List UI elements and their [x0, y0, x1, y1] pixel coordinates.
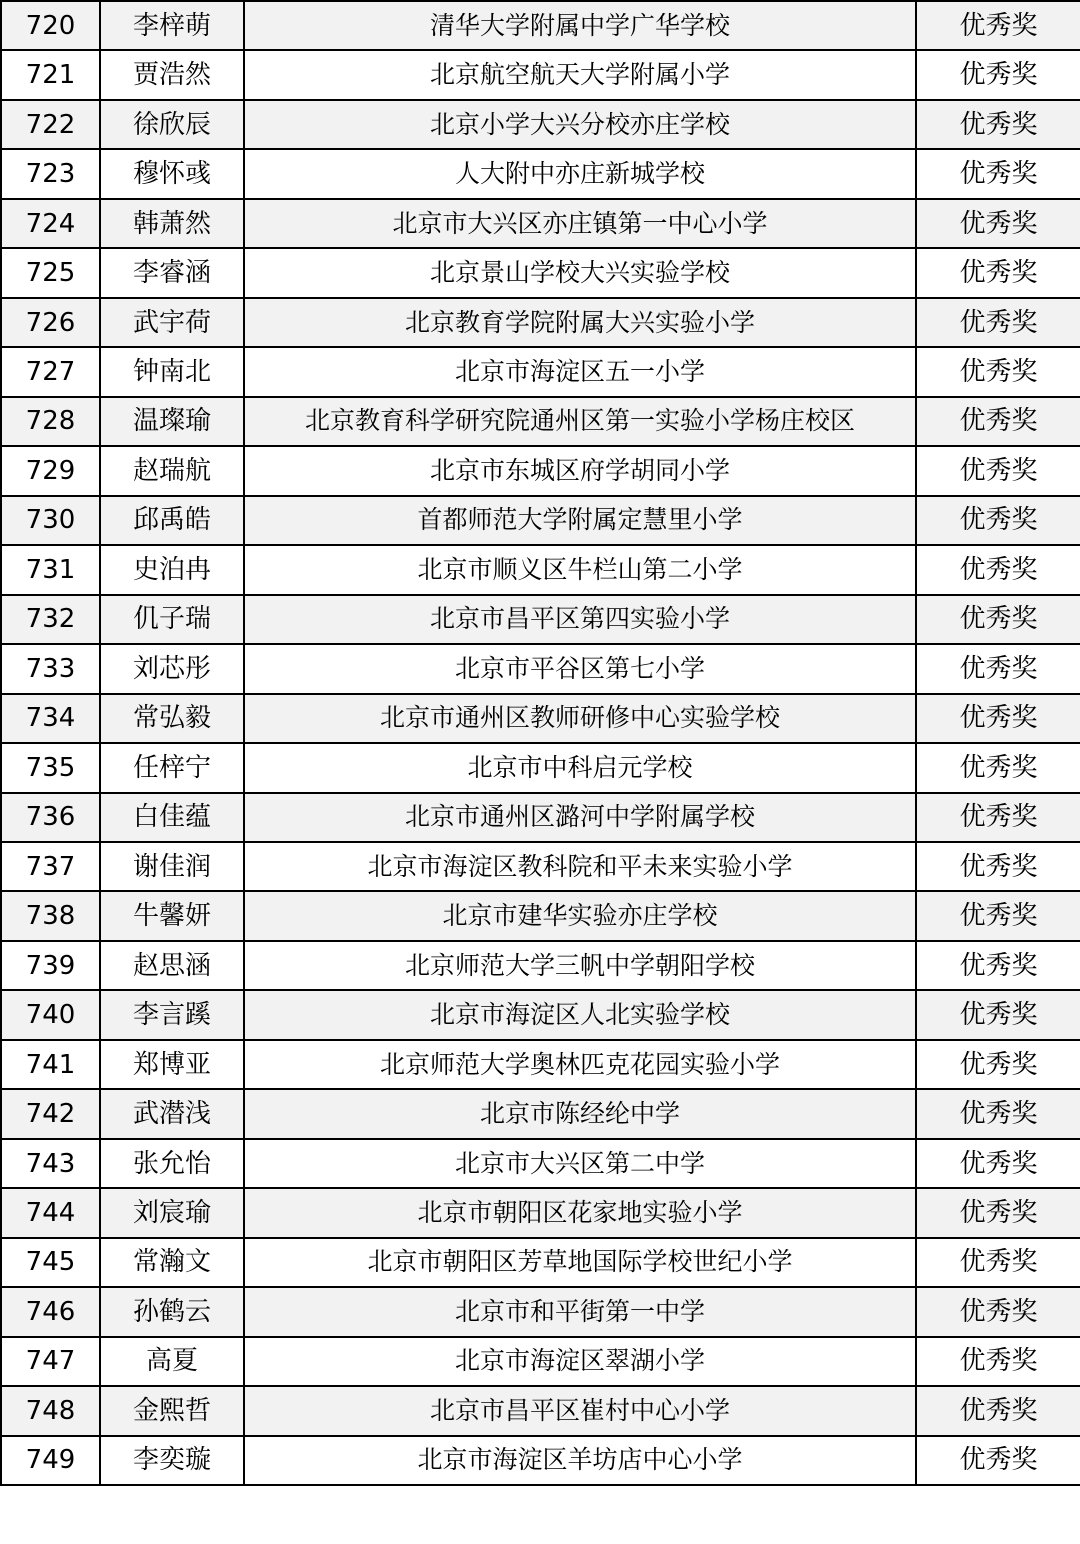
cell-award: 优秀奖: [916, 1089, 1080, 1138]
table-row: [1, 1287, 1080, 1336]
cell-award: 优秀奖: [916, 1436, 1080, 1485]
cell-award: 优秀奖: [916, 50, 1080, 99]
cell-number: 726: [1, 298, 100, 347]
table-row: [1, 694, 1080, 743]
cell-award: 优秀奖: [916, 100, 1080, 149]
award-list-body: [1, 1, 1080, 1485]
cell-number: 725: [1, 248, 100, 297]
cell-student-name: 李睿涵: [100, 248, 244, 297]
cell-school: 北京市顺义区牛栏山第二小学: [244, 545, 916, 594]
cell-award: 优秀奖: [916, 1287, 1080, 1336]
cell-student-name: 孙鹤云: [100, 1287, 244, 1336]
cell-number: 749: [1, 1436, 100, 1485]
cell-award: 优秀奖: [916, 397, 1080, 446]
cell-student-name: 穆怀彧: [100, 149, 244, 198]
cell-student-name: 李奕璇: [100, 1436, 244, 1485]
cell-number: 729: [1, 446, 100, 495]
cell-number: 733: [1, 644, 100, 693]
cell-award: 优秀奖: [916, 842, 1080, 891]
cell-student-name: 刘芯彤: [100, 644, 244, 693]
cell-school: 北京市中科启元学校: [244, 743, 916, 792]
cell-school: 北京市海淀区人北实验学校: [244, 990, 916, 1039]
cell-student-name: 徐欣辰: [100, 100, 244, 149]
cell-award: 优秀奖: [916, 1040, 1080, 1089]
table-row: [1, 1040, 1080, 1089]
cell-number: 740: [1, 990, 100, 1039]
cell-award: 优秀奖: [916, 990, 1080, 1039]
table-row: [1, 397, 1080, 446]
cell-school: 北京市大兴区亦庄镇第一中心小学: [244, 199, 916, 248]
cell-award: 优秀奖: [916, 743, 1080, 792]
cell-school: 北京师范大学奥林匹克花园实验小学: [244, 1040, 916, 1089]
cell-award: 优秀奖: [916, 891, 1080, 940]
cell-school: 北京市海淀区教科院和平未来实验小学: [244, 842, 916, 891]
cell-number: 746: [1, 1287, 100, 1336]
cell-student-name: 牛馨妍: [100, 891, 244, 940]
cell-student-name: 邱禹皓: [100, 496, 244, 545]
table-row: [1, 743, 1080, 792]
table-row: [1, 100, 1080, 149]
cell-award: 优秀奖: [916, 1238, 1080, 1287]
cell-award: 优秀奖: [916, 149, 1080, 198]
cell-student-name: 韩萧然: [100, 199, 244, 248]
cell-number: 720: [1, 1, 100, 50]
cell-student-name: 任梓宁: [100, 743, 244, 792]
cell-school: 北京市通州区潞河中学附属学校: [244, 793, 916, 842]
table-row: [1, 793, 1080, 842]
cell-number: 724: [1, 199, 100, 248]
table-row: [1, 50, 1080, 99]
table-row: [1, 891, 1080, 940]
cell-number: 728: [1, 397, 100, 446]
cell-school: 北京市朝阳区芳草地国际学校世纪小学: [244, 1238, 916, 1287]
table-row: [1, 1188, 1080, 1237]
cell-student-name: 李梓萌: [100, 1, 244, 50]
cell-number: 745: [1, 1238, 100, 1287]
cell-school: 北京小学大兴分校亦庄学校: [244, 100, 916, 149]
cell-number: 723: [1, 149, 100, 198]
cell-school: 北京航空航天大学附属小学: [244, 50, 916, 99]
cell-student-name: 赵思涵: [100, 941, 244, 990]
cell-student-name: 常弘毅: [100, 694, 244, 743]
cell-award: 优秀奖: [916, 1139, 1080, 1188]
cell-award: 优秀奖: [916, 496, 1080, 545]
cell-award: 优秀奖: [916, 1188, 1080, 1237]
cell-number: 743: [1, 1139, 100, 1188]
cell-number: 735: [1, 743, 100, 792]
cell-number: 721: [1, 50, 100, 99]
cell-award: 优秀奖: [916, 298, 1080, 347]
table-row: [1, 446, 1080, 495]
cell-student-name: 张允怡: [100, 1139, 244, 1188]
cell-number: 741: [1, 1040, 100, 1089]
table-row: [1, 1337, 1080, 1386]
cell-school: 北京市建华实验亦庄学校: [244, 891, 916, 940]
cell-school: 北京教育科学研究院通州区第一实验小学杨庄校区: [244, 397, 916, 446]
cell-school: 清华大学附属中学广华学校: [244, 1, 916, 50]
cell-student-name: 仉子瑞: [100, 595, 244, 644]
cell-school: 北京市海淀区五一小学: [244, 347, 916, 396]
cell-number: 738: [1, 891, 100, 940]
cell-school: 北京景山学校大兴实验学校: [244, 248, 916, 297]
cell-school: 北京市昌平区第四实验小学: [244, 595, 916, 644]
table-row: [1, 1, 1080, 50]
cell-student-name: 刘宸瑜: [100, 1188, 244, 1237]
cell-school: 北京教育学院附属大兴实验小学: [244, 298, 916, 347]
table-row: [1, 347, 1080, 396]
table-row: [1, 199, 1080, 248]
cell-school: 北京市东城区府学胡同小学: [244, 446, 916, 495]
cell-student-name: 武宇荷: [100, 298, 244, 347]
cell-student-name: 武潜浅: [100, 1089, 244, 1138]
cell-number: 747: [1, 1337, 100, 1386]
cell-award: 优秀奖: [916, 595, 1080, 644]
cell-school: 北京市通州区教师研修中心实验学校: [244, 694, 916, 743]
cell-award: 优秀奖: [916, 793, 1080, 842]
cell-number: 739: [1, 941, 100, 990]
table-row: [1, 545, 1080, 594]
table-row: [1, 298, 1080, 347]
cell-school: 北京师范大学三帆中学朝阳学校: [244, 941, 916, 990]
cell-number: 732: [1, 595, 100, 644]
cell-number: 727: [1, 347, 100, 396]
cell-award: 优秀奖: [916, 1, 1080, 50]
table-row: [1, 1386, 1080, 1435]
cell-school: 北京市朝阳区花家地实验小学: [244, 1188, 916, 1237]
cell-award: 优秀奖: [916, 248, 1080, 297]
cell-student-name: 常瀚文: [100, 1238, 244, 1287]
cell-school: 北京市海淀区羊坊店中心小学: [244, 1436, 916, 1485]
cell-school: 北京市海淀区翠湖小学: [244, 1337, 916, 1386]
cell-number: 742: [1, 1089, 100, 1138]
cell-school: 北京市昌平区崔村中心小学: [244, 1386, 916, 1435]
cell-student-name: 金熙哲: [100, 1386, 244, 1435]
cell-school: 北京市陈经纶中学: [244, 1089, 916, 1138]
cell-student-name: 钟南北: [100, 347, 244, 396]
table-row: [1, 149, 1080, 198]
cell-student-name: 高夏: [100, 1337, 244, 1386]
table-row: [1, 496, 1080, 545]
cell-award: 优秀奖: [916, 1386, 1080, 1435]
cell-award: 优秀奖: [916, 347, 1080, 396]
table-row: [1, 644, 1080, 693]
cell-school: 北京市和平街第一中学: [244, 1287, 916, 1336]
table-row: [1, 941, 1080, 990]
cell-school: 北京市大兴区第二中学: [244, 1139, 916, 1188]
table-row: [1, 595, 1080, 644]
cell-award: 优秀奖: [916, 545, 1080, 594]
cell-award: 优秀奖: [916, 941, 1080, 990]
cell-student-name: 谢佳润: [100, 842, 244, 891]
table-row: [1, 1436, 1080, 1485]
cell-number: 744: [1, 1188, 100, 1237]
cell-award: 优秀奖: [916, 199, 1080, 248]
cell-award: 优秀奖: [916, 644, 1080, 693]
cell-number: 731: [1, 545, 100, 594]
cell-award: 优秀奖: [916, 1337, 1080, 1386]
cell-award: 优秀奖: [916, 446, 1080, 495]
cell-student-name: 白佳蕴: [100, 793, 244, 842]
cell-number: 734: [1, 694, 100, 743]
cell-school: 人大附中亦庄新城学校: [244, 149, 916, 198]
cell-number: 748: [1, 1386, 100, 1435]
cell-school: 首都师范大学附属定慧里小学: [244, 496, 916, 545]
cell-student-name: 贾浩然: [100, 50, 244, 99]
cell-number: 722: [1, 100, 100, 149]
cell-student-name: 郑博亚: [100, 1040, 244, 1089]
table-row: [1, 1139, 1080, 1188]
cell-number: 736: [1, 793, 100, 842]
cell-number: 737: [1, 842, 100, 891]
cell-student-name: 史泊冉: [100, 545, 244, 594]
cell-school: 北京市平谷区第七小学: [244, 644, 916, 693]
cell-award: 优秀奖: [916, 694, 1080, 743]
table-row: [1, 990, 1080, 1039]
table-row: [1, 842, 1080, 891]
cell-student-name: 李言蹊: [100, 990, 244, 1039]
cell-student-name: 赵瑞航: [100, 446, 244, 495]
cell-student-name: 温璨瑜: [100, 397, 244, 446]
table-row: [1, 248, 1080, 297]
table-row: [1, 1089, 1080, 1138]
cell-number: 730: [1, 496, 100, 545]
table-row: [1, 1238, 1080, 1287]
